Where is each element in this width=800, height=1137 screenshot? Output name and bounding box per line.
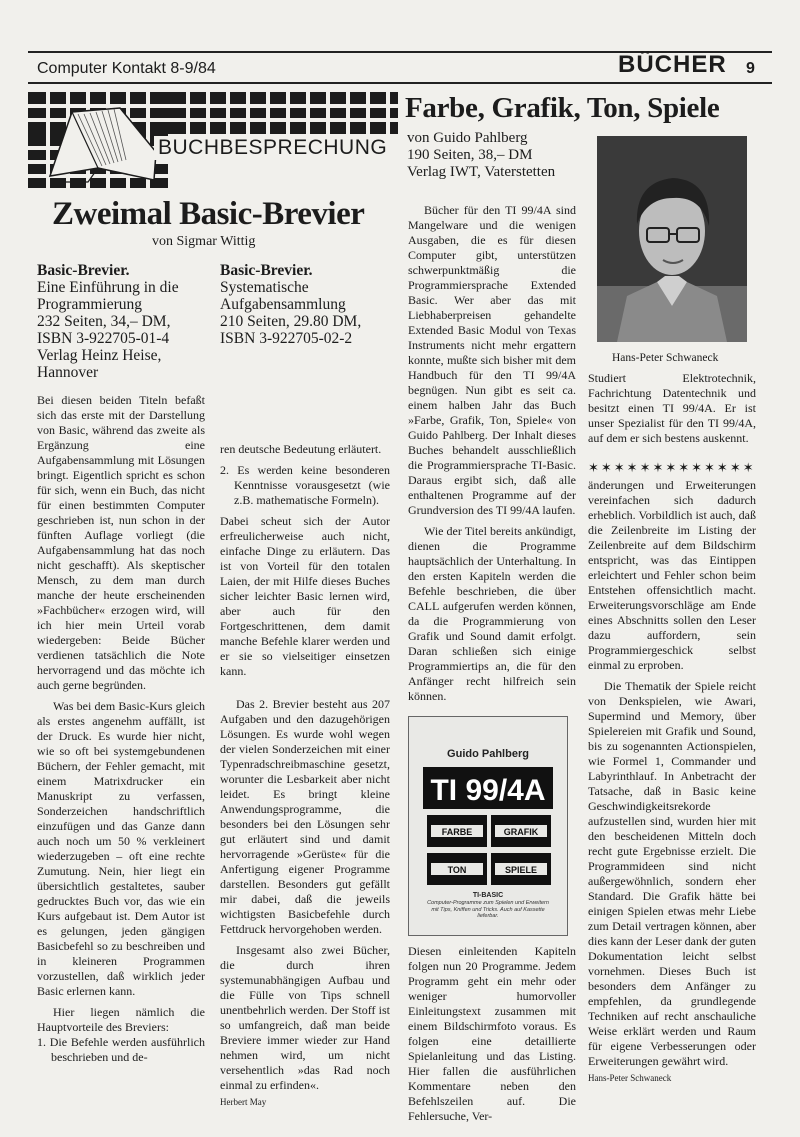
book-cover-image bbox=[408, 716, 568, 936]
book-detail: Verlag Heinz Heise, bbox=[37, 347, 162, 364]
book-detail: Eine Einführung in die bbox=[37, 279, 179, 296]
book-title: Basic-Brevier. bbox=[37, 262, 130, 279]
paragraph: Das 2. Brevier besteht aus 207 Aufgaben und den dazugehörigen Lösungen. Es wurde wohl wegen der vielen Sonderzeichen mit einer Typenradschreibmaschine gesetzt, worunter die Lesbarkeit aber nicht leidet. Es bringt kleine Anwendungsprogramme, die besonders bei den Lösungen sehr gut erläutert sind und damit hervorragende »Gerüste« für die Anfertigung eigener Programme darstellen. Besonders gut gefällt mir dabei, daß die jeweils wichtigsten Basicbefehle durch Fettdruck hervorgehoben werden. bbox=[220, 697, 390, 936]
cover-sub: TI-BASIC bbox=[472, 892, 504, 899]
cover-model: TI 99/4A bbox=[430, 774, 546, 807]
paragraph: Was bei dem Basic-Kurs gleich als erstes angenehm auffällt, ist der Druck. Es wurde hier nicht, wie so oft bei systemgebundenen Büchern, der Fehler gemacht, mit einem Matrixdrucker ein Manuskript zu verfassen, Sonderzeichen handschriftlich einzufügen und das Ganze dann auch noch um 50 % verkleinert wiederzugeben – oft eine rechte Zumutung. Nein, hier liegt ein übersichtlich gestaltetes, sauber gedrucktes Buch vor, das wie ein Kurs aufgebaut ist. Dem Autor ist es gelungen, jeden gängigen Basicbefehl so zu beschreiben und in kleineren Programmen vorzustellen, daß wirklich jeder Basic erlernen kann. bbox=[37, 699, 205, 998]
paragraph: Bücher für den TI 99/4A sind Mangelware und die wenigen Ausgaben, die es für diesen Computer gibt, unterstützen schwerpunktmäßig die Programmiersprache Extended Basic. Wer aber das mit Liebhaberpreisen gehandelte Extended Basic Modul von Texas Instruments nicht mehr ergattern konnte, mußte sich bisher mit dem Handbuch für den TI 99/4A begnügen. Nun gibt es seit ca. einem halben Jahr das Buch »Farbe, Grafik, Ton, Spiele« von Guido Pahlberg. Der Inhalt dieses Buches behandelt ausschließlich die Programmiersprache TI-Basic. Daraus ergibt sich, daß alle enthaltenen Programme auf der Grundversion des TI 99/4A laufen. bbox=[408, 203, 576, 517]
author-bio bbox=[588, 371, 756, 452]
photo-caption: Hans-Peter Schwaneck bbox=[612, 352, 719, 364]
star-divider: ✶✶✶✶✶✶✶✶✶✶✶✶✶ bbox=[588, 460, 756, 475]
book-detail: Aufgabensammlung bbox=[220, 296, 346, 313]
article2-column-3-bottom bbox=[408, 944, 576, 1130]
paragraph: änderungen und Erweiterungen vereinfachen sich dadurch erheblich. Vorbildlich ist auch, daß die Zeilenbreite im Listing der Zeilenbreite auf dem Bildschirm entspricht, was das Eintippen erleichtert und Fehler schon beim Entstehen offensichtlich macht. Erweiterungsvorschläge am Ende eines Abschnitts sollen den Leser dazu auffordern, sein Programmiergeschick selbst einmal zu erproben. bbox=[588, 478, 756, 672]
review-author: von Guido Pahlberg bbox=[407, 130, 528, 146]
paragraph: Wie der Titel bereits ankündigt, dienen die Programme hauptsächlich der Unterhaltung. In den ersten Kapiteln werden die Befehle beschrieben, die über CALL aufgerufen werden können, da die Programmierung von Grafik und Sound damit erfolgt. Daran schließen sich einige Programmiertips an, die für den Anfänger recht hilfreich sein können. bbox=[408, 524, 576, 703]
author-photo bbox=[597, 136, 747, 342]
portrait-image bbox=[597, 136, 747, 342]
book-detail: ISBN 3-922705-02-2 bbox=[220, 330, 353, 347]
book-info-1 bbox=[37, 262, 217, 381]
article2-column-3 bbox=[408, 203, 576, 710]
article2-signature: Hans-Peter Schwaneck bbox=[588, 1073, 672, 1083]
review-meta bbox=[407, 130, 555, 181]
paragraph: ren deutsche Bedeutung erläutert. bbox=[220, 442, 382, 456]
cover-tile: FARBE bbox=[441, 827, 473, 837]
book-detail: Programmierung bbox=[37, 296, 143, 313]
book-title: Basic-Brevier. bbox=[220, 262, 313, 279]
review-pages-price: 190 Seiten, 38,– DM bbox=[407, 147, 533, 163]
article2-column-4 bbox=[588, 478, 756, 1086]
cover-blurb: Computer-Programme zum Spielen und Erweitern mit Tips, Kniffen und Tricks. Auch auf Kassette lieferbar. bbox=[427, 900, 549, 919]
book-detail: Hannover bbox=[37, 364, 99, 381]
book-info-2 bbox=[220, 262, 400, 347]
paragraph: Die Thematik der Spiele reicht von Denkspielen, wie Awari, Supermind und Memory, über Spielereien mit Grafik und Sound, bis zu sogenannten Actionspielen, wie Formel 1, Commander und Labyrinthlauf. In Anbetracht der Tatsache, daß in Basic keine Geschwindigkeitsrekorde aufzustellen sind, wurden hier mit den bescheidenen Mitteln doch recht gute Ergebnisse erzielt. Die Programmideen sind nicht außergewöhnlich, sondern eher Standard. Die Grafik hätte bei einigen Spielen etwas mehr Liebe zum Detail vertragen können, aber dies kann der Leser dank der guten Dokumentation leicht selbst vornehmen. Dieses Buch ist besonders dem Anfänger zu empfehlen, da grundlegende Techniken auf recht anschauliche Weise erklärt werden und Raum für eigene Verbesserungen oder Erweiterungen gewährt wird. bbox=[588, 679, 756, 1068]
book-detail: Systematische bbox=[220, 279, 309, 296]
header-rule-bottom bbox=[28, 82, 772, 84]
book-cover-art bbox=[409, 717, 567, 935]
bio-text: Studiert Elektrotechnik, Fachrichtung Datentechnik und besitzt einen TI 99/4A. Er ist unser Spezialist für den TI 99/4A, auf dem er sich bestens auskennt. bbox=[588, 371, 756, 445]
article1-column-1 bbox=[37, 393, 205, 1071]
cover-tile: SPIELE bbox=[504, 865, 538, 875]
list-item: 1. Die Befehle werden ausführlich beschrieben und de- bbox=[37, 1035, 205, 1064]
paragraph: Insgesamt also zwei Bücher, die durch ihren systemunabhängigen Aufbau und die Fülle von Tips schnell unentbehrlich werden. Der Stoff ist so umfangreich, daß man beide Breviere immer wieder zur Hand nehmen wird, um nicht versehentlich »das Rad noch einmal zu erfinden«. bbox=[220, 943, 390, 1092]
paragraph: Bei diesen beiden Titeln befaßt sich das erste mit der Darstellung von Basic, während das zweite als Ergänzung eine Aufgabensammlung mit Lösungen bringt. Eigentlich spricht es schon für sich, wenn ein Buch, das nicht für einen bestimmten Computer geschrieben ist, nun schon in der fünften Auflage vorliegt (die Aufgabensammlung hat das noch nicht geschafft). Als skeptischer Mensch, zu dem man durch manche der heute erscheinenden »Fachbücher« erzogen wird, will ich hier mein Urteil vorab wiedergeben: Beide Bücher verdienen tatsächlich die Note hervorragend und das möchte ich auch gerne begründen. bbox=[37, 393, 205, 692]
book-detail: ISBN 3-922705-01-4 bbox=[37, 330, 170, 347]
section-title: BÜCHER bbox=[618, 51, 727, 78]
cover-tile: TON bbox=[447, 865, 467, 875]
book-detail: 210 Seiten, 29.80 DM, bbox=[220, 313, 362, 330]
paragraph: Hier liegen nämlich die Hauptvorteile des Breviers: bbox=[37, 1005, 205, 1034]
list-item: 2. Es werden keine besonderen Kenntnisse vorausgesetzt (wie z.B. mathematische Formeln). bbox=[220, 463, 390, 507]
cover-author: Guido Pahlberg bbox=[447, 748, 529, 760]
article-author: von Sigmar Wittig bbox=[152, 234, 256, 249]
paragraph: Dabei scheut sich der Autor erfreulicherweise auch nicht, einfache Dinge zu erläutern. Das ist von Vorteil für den totalen Laien, der mit Hilfe dieses Buches sicher leichter Basic lernen wird, aber auch für den Fortgeschrittenen, dem damit manche Befehle klarer werden und er sie so vielseitiger einsetzen kann. bbox=[220, 514, 390, 678]
magazine-issue: Computer Kontakt 8-9/84 bbox=[37, 60, 216, 77]
cover-tile: GRAFIK bbox=[503, 827, 539, 837]
article1-signature: Herbert May bbox=[220, 1097, 267, 1107]
article1-column-2 bbox=[220, 442, 390, 1110]
review-title: Farbe, Grafik, Ton, Spiele bbox=[405, 92, 720, 124]
paragraph: Diesen einleitenden Kapiteln folgen nun 20 Programme. Jedem Programm geht ein mehr oder weniger humorvoller Einleitungstext zusammen mit einem Bildschirmfoto voraus. Es folgen eine detaillierte Spielanleitung und das Listing. Hier fallen die ausführlichen Kommentare neben den Befehlszeilen auf. Die Fehlersuche, Ver- bbox=[408, 944, 576, 1123]
page-number: 9 bbox=[746, 60, 755, 77]
article-title: Zweimal Basic-Brevier bbox=[52, 196, 365, 232]
review-publisher: Verlag IWT, Vaterstetten bbox=[407, 164, 556, 180]
book-detail: 232 Seiten, 34,– DM, bbox=[37, 313, 171, 330]
buchbesprechung-label: BUCHBESPRECHUNG bbox=[154, 136, 391, 160]
